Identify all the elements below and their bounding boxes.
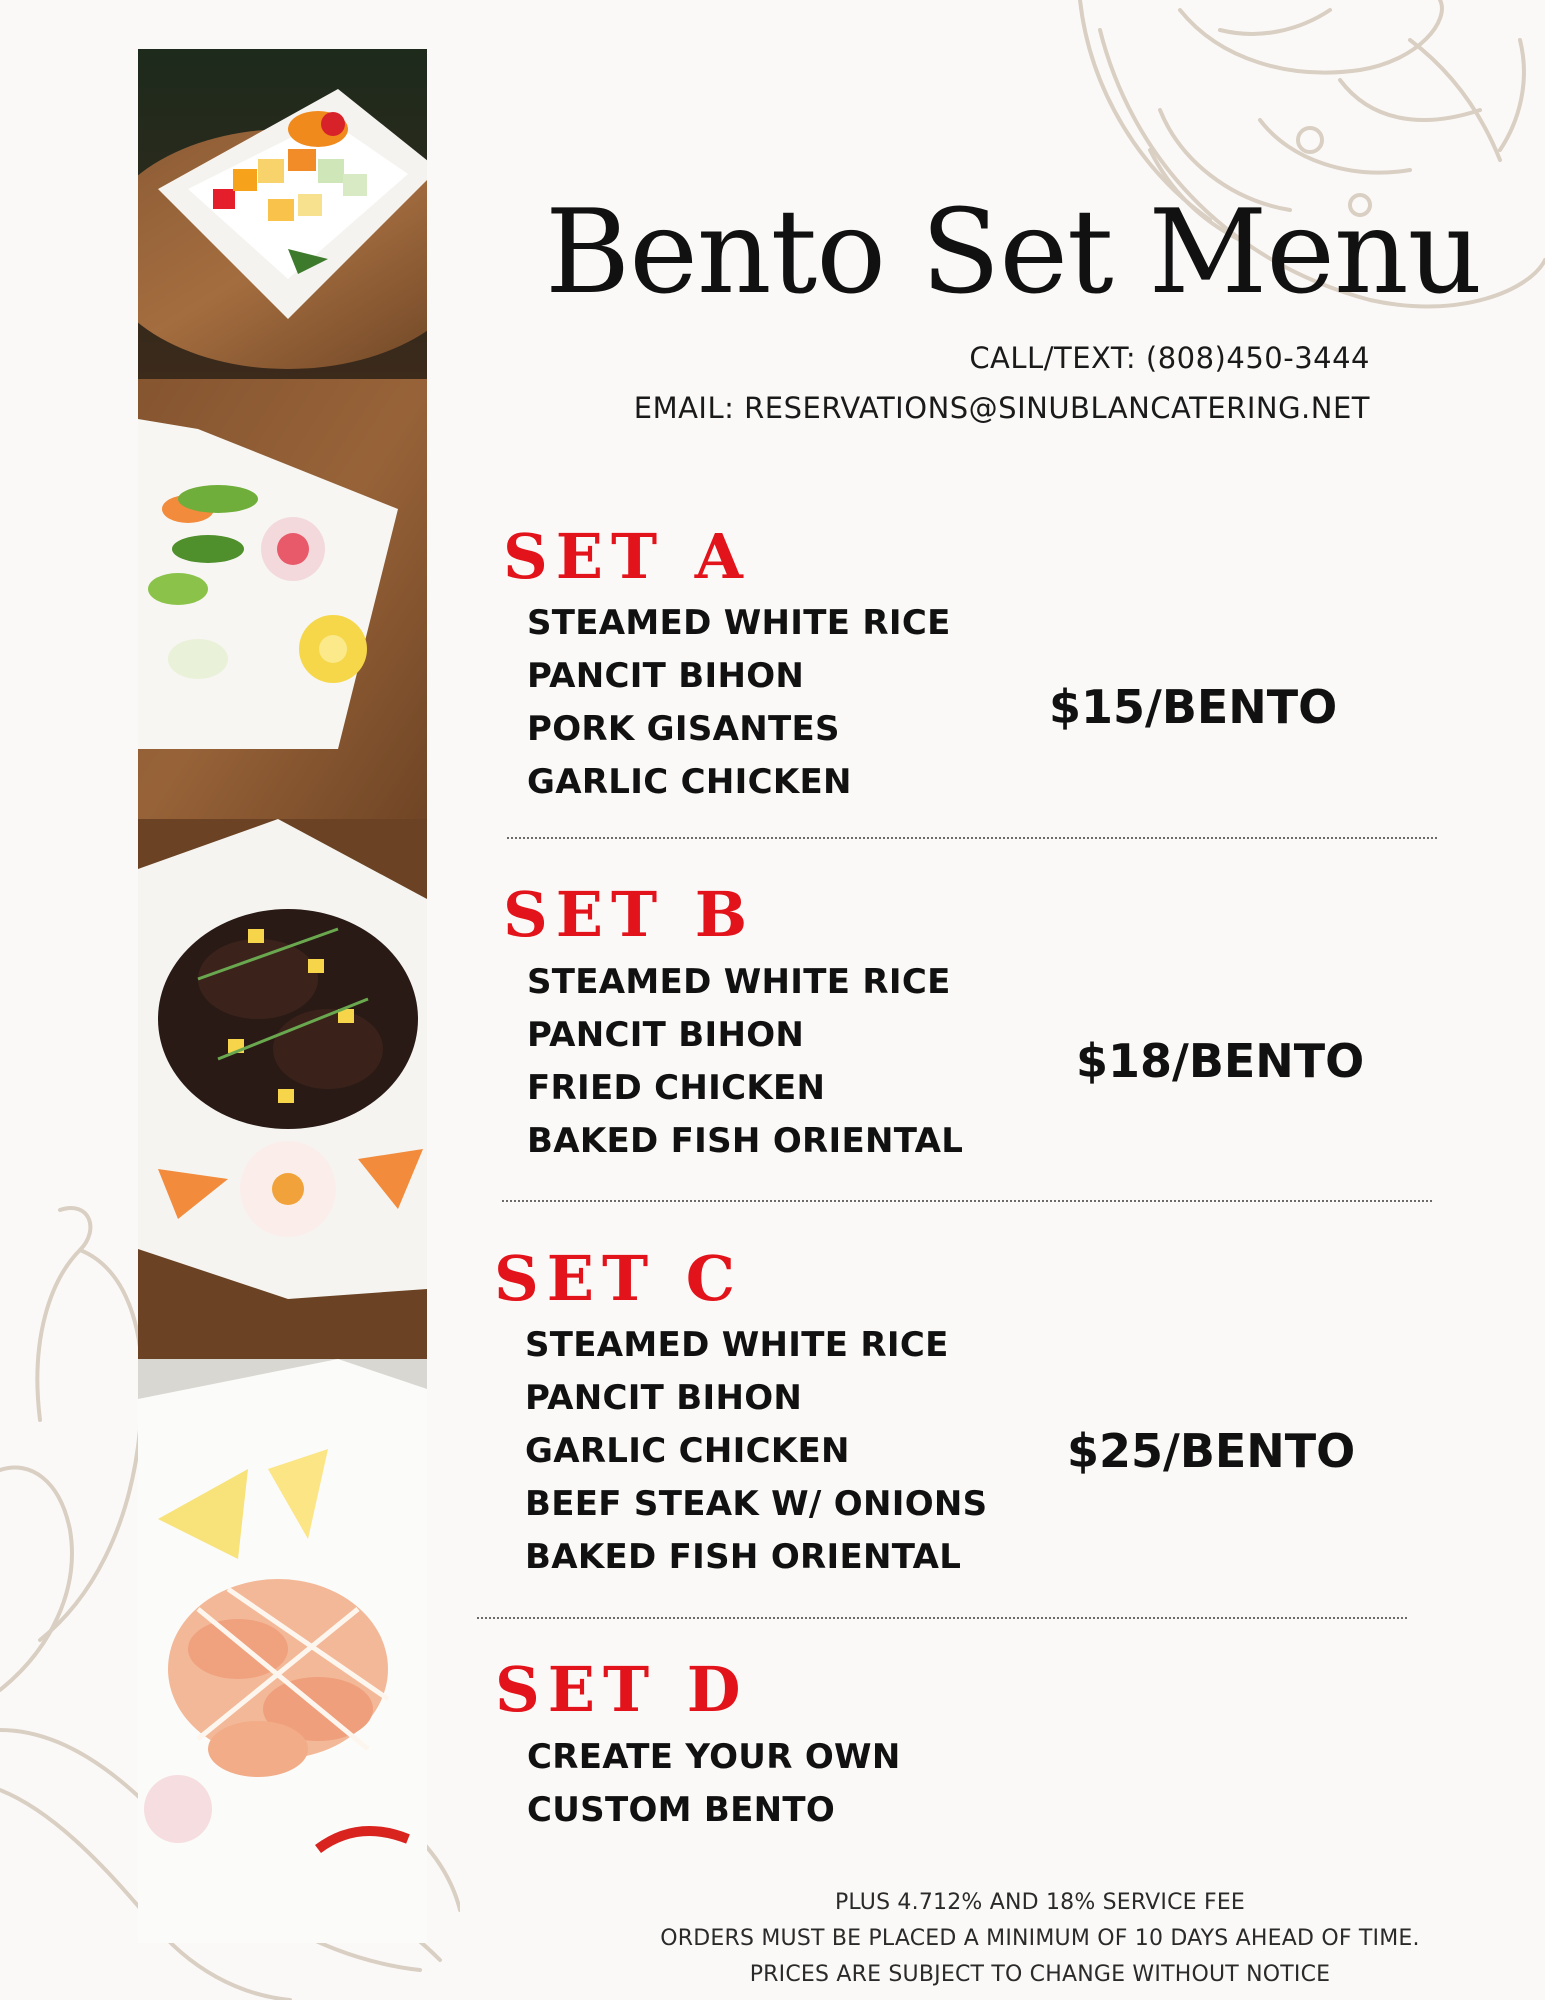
set-a-items [527, 597, 951, 809]
menu-title: Bento Set Menu [545, 185, 1482, 320]
menu-item: STEAMED WHITE RICE [527, 962, 951, 1002]
footer-order-notice: ORDERS MUST BE PLACED A MINIMUM OF 10 DAYS AHEAD OF TIME. [660, 1926, 1420, 1951]
menu-item: CUSTOM BENTO [527, 1790, 836, 1830]
menu-item: STEAMED WHITE RICE [525, 1325, 949, 1365]
divider [477, 1617, 1407, 1619]
menu-item: BEEF STEAK W/ ONIONS [525, 1484, 988, 1524]
set-c-items [525, 1319, 987, 1584]
menu-item: PANCIT BIHON [525, 1378, 803, 1418]
menu-item: PANCIT BIHON [527, 1015, 805, 1055]
menu-item: PORK GISANTES [527, 709, 840, 749]
set-b-items [527, 956, 963, 1168]
set-a-price: $15/BENTO [1049, 680, 1338, 734]
set-c-price: $25/BENTO [1067, 1424, 1356, 1478]
menu-item: GARLIC CHICKEN [525, 1431, 850, 1471]
set-b-price: $18/BENTO [1076, 1034, 1365, 1088]
divider [507, 837, 1437, 839]
food-photo-strip [138, 49, 427, 1943]
divider [502, 1200, 1432, 1202]
menu-item: STEAMED WHITE RICE [527, 603, 951, 643]
set-a-heading: SET A [503, 520, 751, 593]
set-b-heading: SET B [503, 878, 756, 951]
menu-item: BAKED FISH ORIENTAL [525, 1537, 962, 1577]
menu-item: FRIED CHICKEN [527, 1068, 826, 1108]
contact-phone[interactable]: CALL/TEXT: (808)450-3444 [969, 341, 1370, 375]
set-d-items [527, 1731, 901, 1837]
contact-email[interactable]: EMAIL: RESERVATIONS@SINUBLANCATERING.NET [633, 391, 1370, 425]
footer-price-notice: PRICES ARE SUBJECT TO CHANGE WITHOUT NOTICE [749, 1962, 1331, 1987]
menu-item: BAKED FISH ORIENTAL [527, 1121, 964, 1161]
menu-item: PANCIT BIHON [527, 656, 805, 696]
menu-item: CREATE YOUR OWN [527, 1737, 901, 1777]
menu-item: GARLIC CHICKEN [527, 762, 852, 802]
footer-service-fee: PLUS 4.712% AND 18% SERVICE FEE [834, 1890, 1246, 1915]
set-d-heading: SET D [495, 1653, 749, 1726]
set-c-heading: SET C [494, 1242, 744, 1315]
